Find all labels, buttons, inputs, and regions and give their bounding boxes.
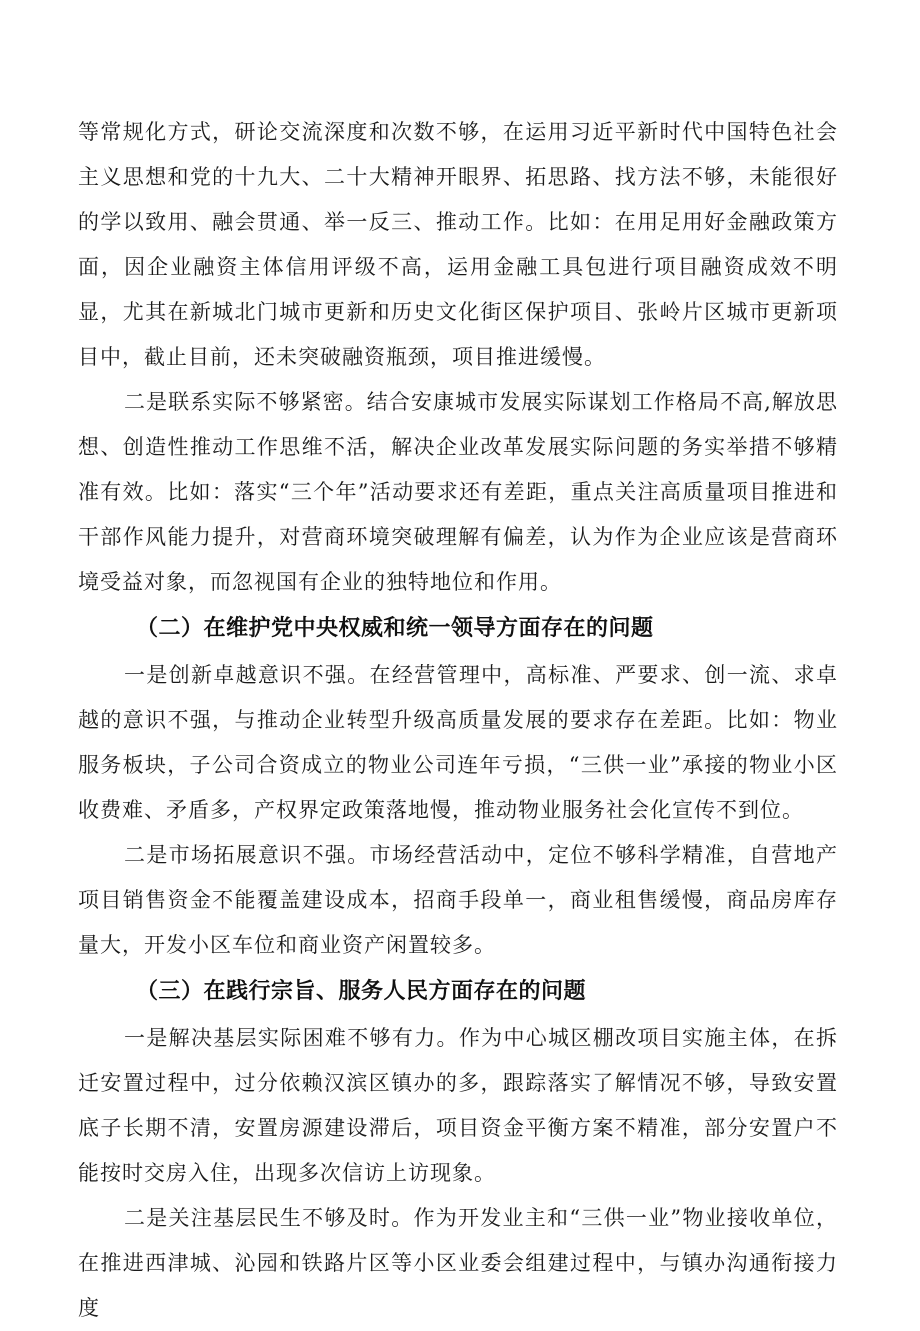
body-paragraph-4: 二是市场拓展意识不强。市场经营活动中，定位不够科学精准，自营地产项目销售资金不能覆盖建设成本，招商手段单一，商业租售缓慢，商品房库存量大，开发小区车位和商业资产闲置较多。 xyxy=(78,843,838,957)
document-page xyxy=(78,110,838,1331)
body-paragraph-5: 一是解决基层实际困难不够有力。作为中心城区棚改项目实施主体，在拆迁安置过程中，过分依赖汉滨区镇办的多，跟踪落实了解情况不够，导致安置底子长期不清，安置房源建设滞后，项目资金平衡方案不精准，部分安置户不能按时交房入住，出现多次信访上访现象。 xyxy=(78,1026,838,1185)
section-heading-2: （二）在维护党中央权威和统一领导方面存在的问题 xyxy=(136,616,654,641)
section-heading-3: （三）在践行宗旨、服务人民方面存在的问题 xyxy=(136,979,587,1004)
body-paragraph-3: 一是创新卓越意识不强。在经营管理中，高标准、严要求、创一流、求卓越的意识不强，与推动企业转型升级高质量发展的要求存在差距。比如：物业服务板块，子公司合资成立的物业公司连年亏损，“三供一业”承接的物业小区收费难、矛盾多，产权界定政策落地慢，推动物业服务社会化宣传不到位。 xyxy=(78,663,838,822)
body-paragraph-2: 二是联系实际不够紧密。结合安康城市发展实际谋划工作格局不高,解放思想、创造性推动工作思维不活，解决企业改革发展实际问题的务实举措不够精准有效。比如：落实“三个年”活动要求还有差距，重点关注高质量项目推进和干部作风能力提升，对营商环境突破理解有偏差，认为作为企业应该是营商环境受益对象，而忽视国有企业的独特地位和作用。 xyxy=(78,390,838,594)
body-paragraph-1: 等常规化方式，研论交流深度和次数不够，在运用习近平新时代中国特色社会主义思想和党的十九大、二十大精神开眼界、拓思路、找方法不够，未能很好的学以致用、融会贯通、举一反三、推动工作。比如：在用足用好金融政策方面，因企业融资主体信用评级不高，运用金融工具包进行项目融资成效不明显，尤其在新城北门城市更新和历史文化街区保护项目、张岭片区城市更新项目中，截止目前，还未突破融资瓶颈，项目推进缓慢。 xyxy=(78,120,838,369)
body-paragraph-6: 二是关注基层民生不够及时。作为开发业主和“三供一业”物业接收单位，在推进西津城、沁园和铁路片区等小区业委会组建过程中，与镇办沟通衔接力度 xyxy=(78,1206,838,1320)
